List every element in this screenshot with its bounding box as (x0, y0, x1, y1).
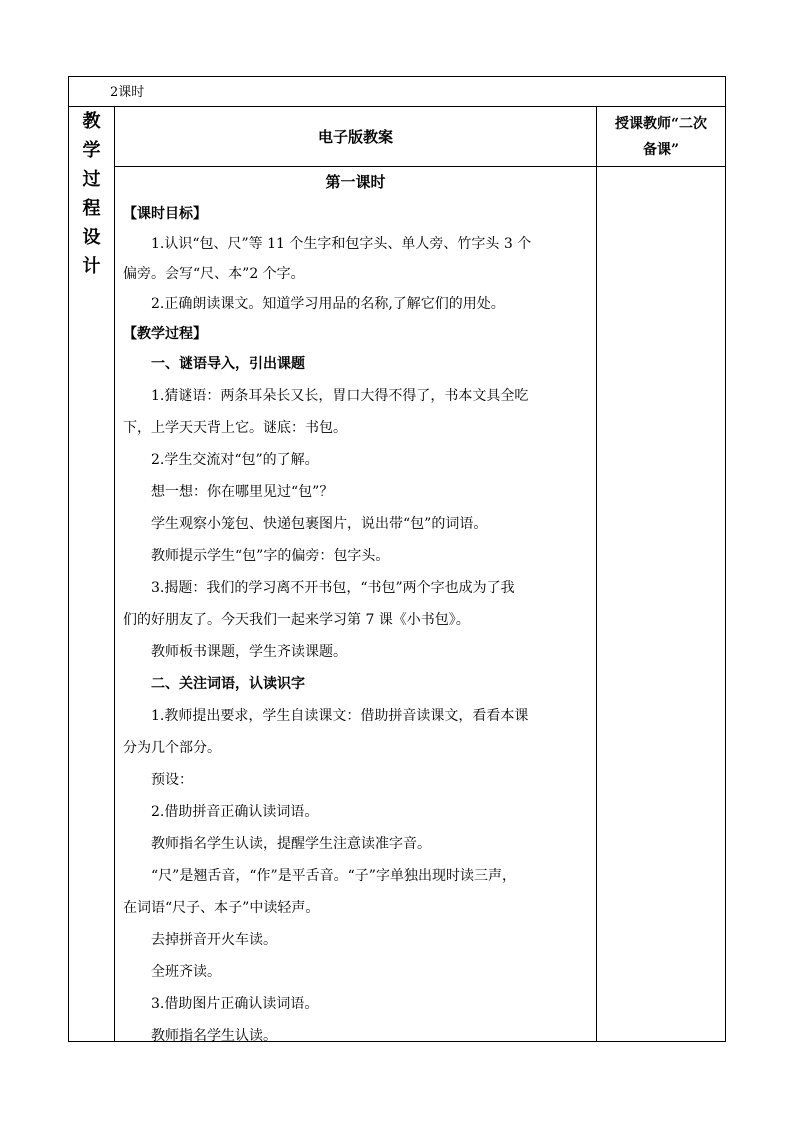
section-1-heading: 一、谜语导入，引出课题 (151, 356, 305, 372)
plan-title: 电子版教案 (317, 128, 393, 146)
paragraph: 在词语“尺子、本子”中读轻声。 (123, 900, 320, 916)
paragraph: 2.借助拼音正确认读词语。 (151, 804, 319, 820)
label-char: 计 (82, 256, 101, 277)
teacher-notes-line: 授课教师“二次 (614, 116, 708, 132)
paragraph: 2.学生交流对“包”的了解。 (151, 452, 319, 468)
paragraph: 们的好朋友了。今天我们一起来学习第 7 课《小书包》。 (123, 612, 470, 628)
goal-1: 1.认识“包、尺”等 11 个生字和包字头、单人旁、竹字头 3 个 (151, 236, 532, 252)
paragraph: 3.揭题：我们的学习离不开书包，“书包”两个字也成为了我 (151, 580, 515, 596)
paragraph: 下，上学天天背上它。谜底：书包。 (123, 420, 347, 436)
paragraph: 教师指名学生认读，提醒学生注意读准字音。 (151, 836, 431, 852)
label-char: 学 (82, 140, 101, 161)
paragraph: 1.猜谜语：两条耳朵长又长，胃口大得不得了，书本文具全吃 (151, 388, 529, 404)
process-heading: 【教学过程】 (123, 326, 207, 342)
period-label: 2课时 (110, 85, 145, 100)
paragraph: 分为几个部分。 (123, 740, 221, 756)
section-2-heading: 二、关注词语，认读识字 (151, 676, 305, 692)
paragraph: 教师指名学生认读。 (151, 1028, 277, 1044)
vertical-section-label (69, 107, 114, 281)
paragraph: 全班齐读。 (151, 964, 221, 980)
paragraph: 预设： (151, 772, 193, 788)
goals-heading: 【课时目标】 (123, 206, 207, 222)
paragraph: 去掉拼音开火车读。 (151, 932, 277, 948)
label-char: 设 (82, 227, 101, 248)
paragraph: 想一想：你在哪里见过“包”？ (151, 484, 334, 500)
paragraph: 教师提示学生“包”字的偏旁：包字头。 (151, 548, 390, 564)
paragraph: 教师板书课题，学生齐读课题。 (151, 644, 347, 660)
lesson-plan-table (68, 76, 726, 1042)
right-column-divider (596, 107, 597, 1041)
paragraph: 学生观察小笼包、快递包裹图片，说出带“包”的词语。 (151, 516, 488, 532)
paragraph: 1.教师提出要求，学生自读课文：借助拼音读课文，看看本课 (151, 708, 529, 724)
left-column-divider (114, 107, 115, 1041)
teacher-notes-header (597, 107, 725, 166)
paragraph: 3.借助图片正确认读词语。 (151, 996, 319, 1012)
header-divider (114, 166, 725, 167)
label-char: 过 (82, 169, 101, 190)
label-char: 程 (82, 198, 101, 219)
label-char: 教 (82, 111, 101, 132)
teacher-notes-line: 备课” (642, 142, 680, 158)
paragraph: “尺”是翘舌音，“作”是平舌音。“子”字单独出现时读三声， (151, 868, 516, 884)
period-row (69, 77, 725, 107)
goal-2: 2.正确朗读课文。知道学习用品的名称,了解它们的用处。 (151, 296, 505, 312)
lesson-title: 第一课时 (325, 173, 386, 191)
goal-1-cont: 偏旁。会写“尺、本”2 个字。 (123, 266, 305, 282)
